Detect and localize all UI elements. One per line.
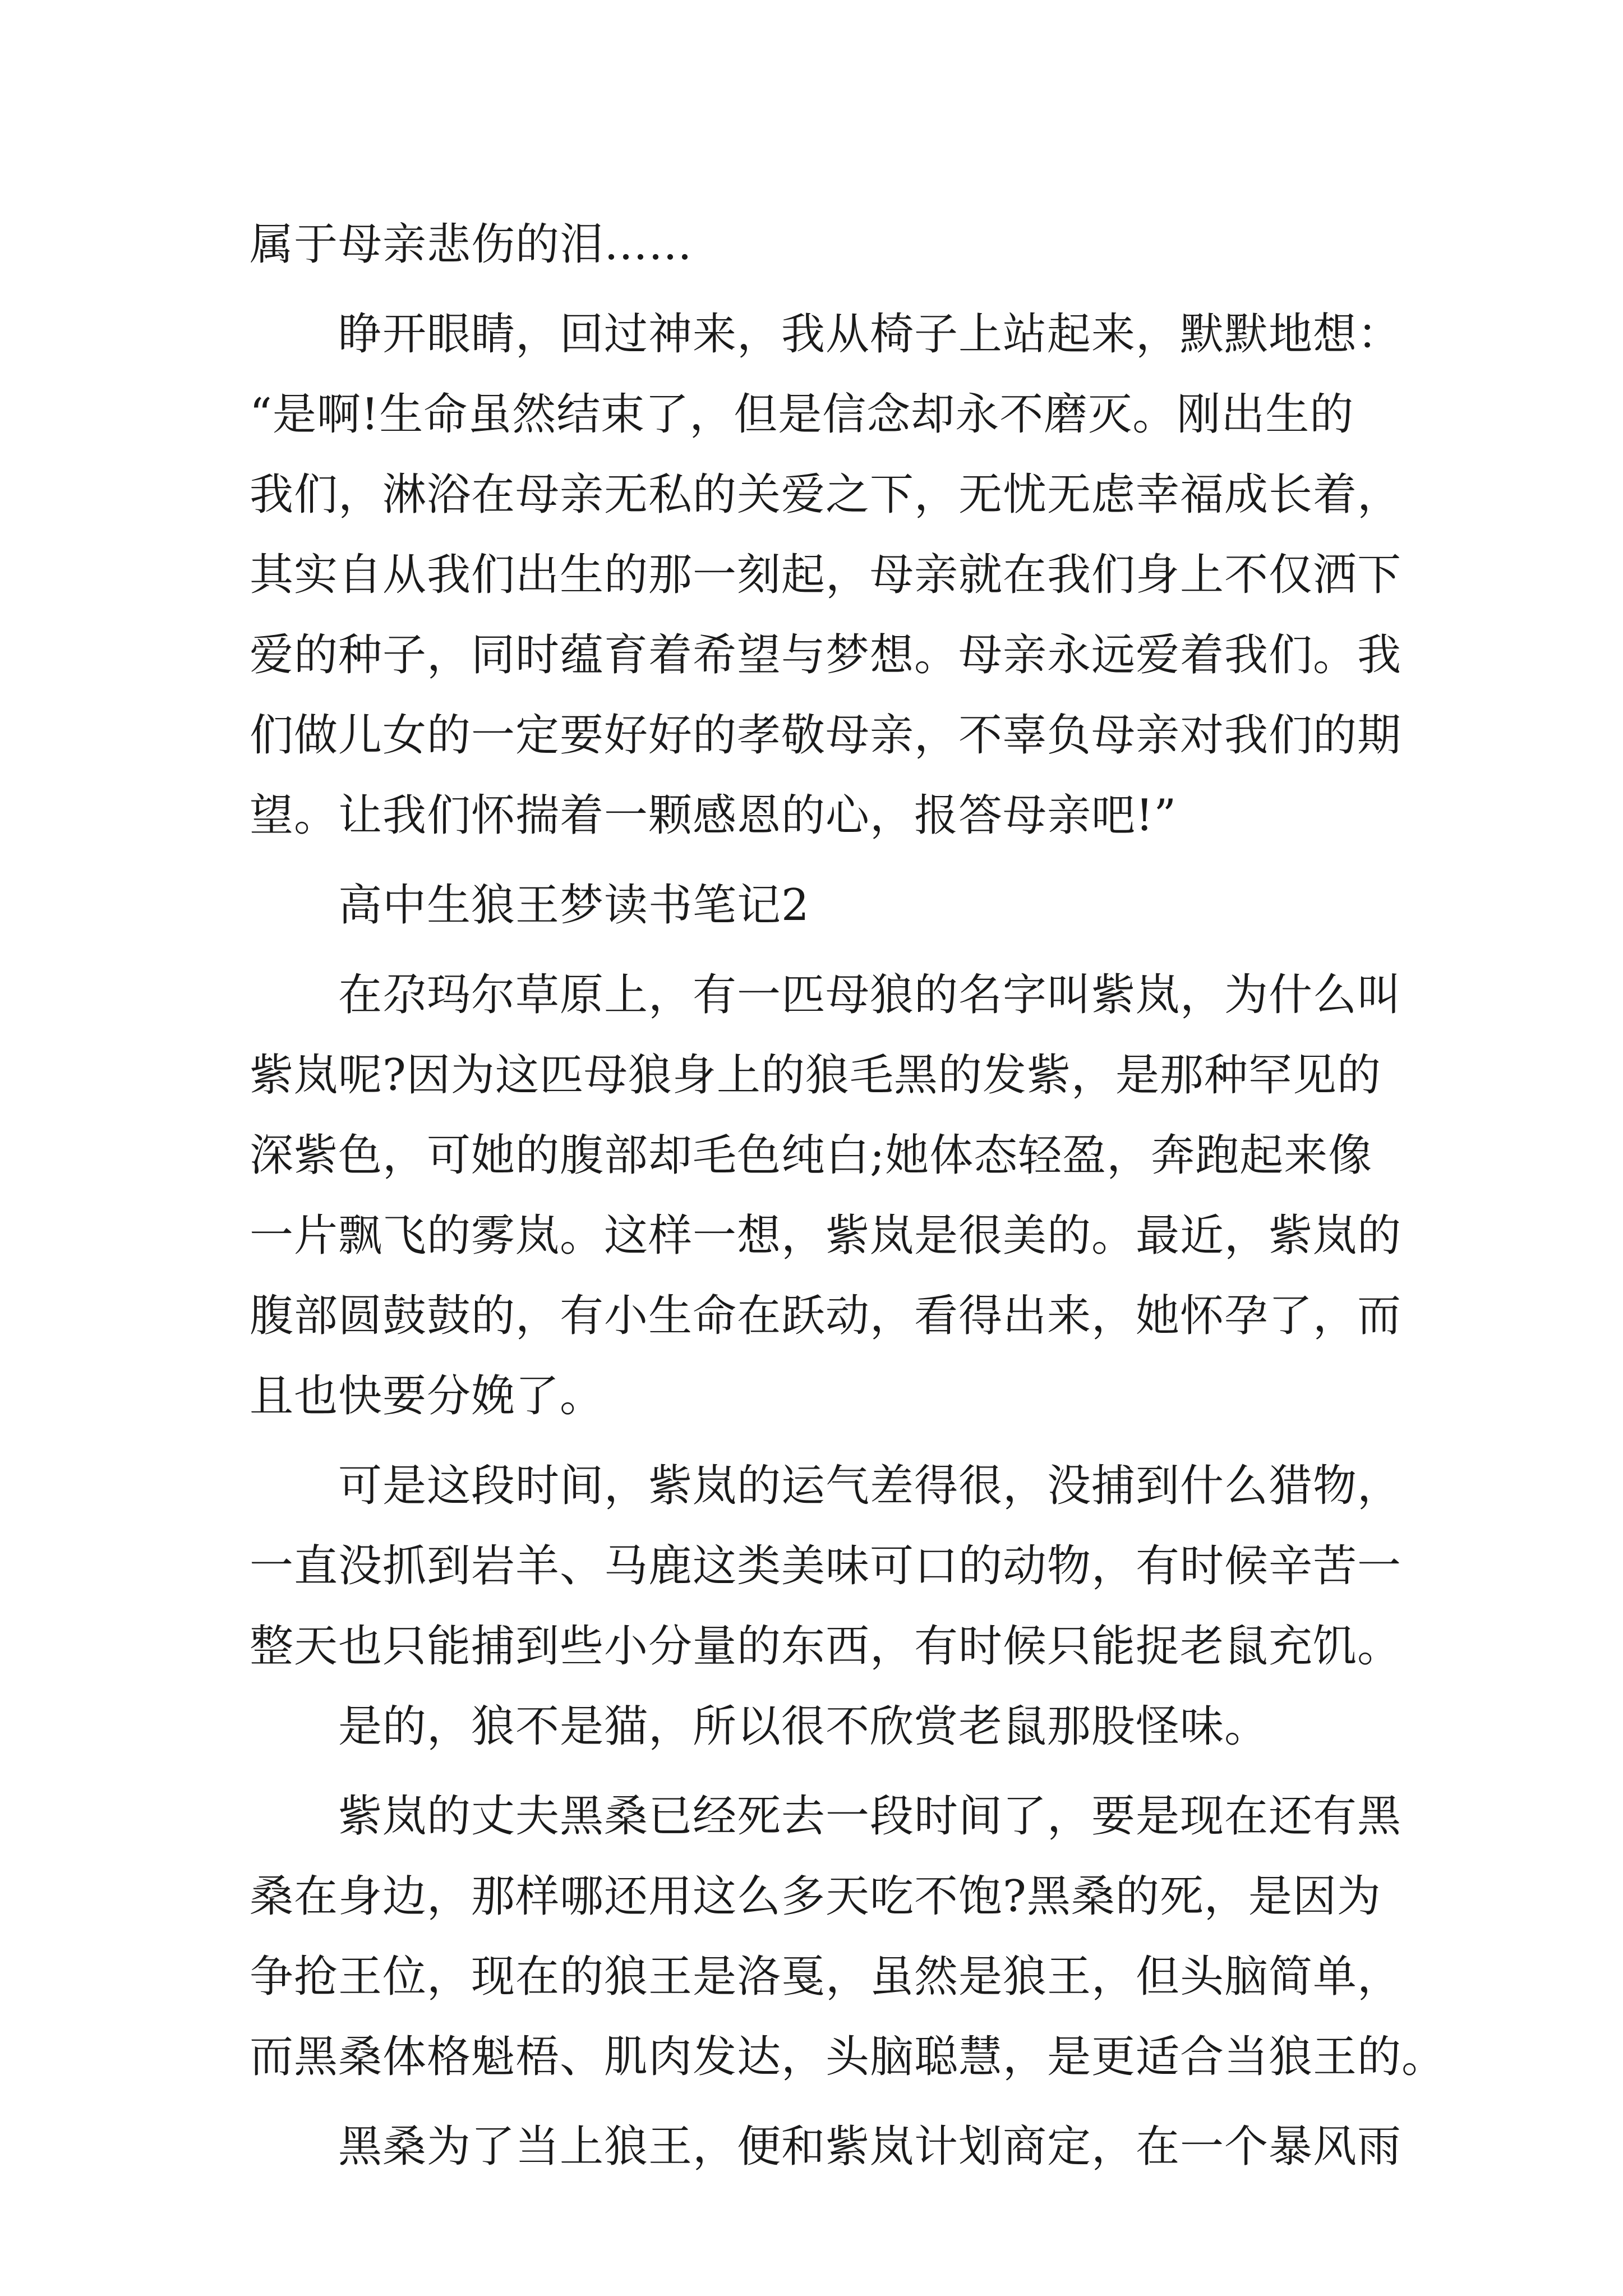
text-line: 可是这段时间，紫岚的运气差得很，没捕到什么猎物， (250, 1461, 1402, 1511)
section-heading: 高中生狼王梦读书笔记2 (250, 880, 810, 931)
text-line: 整天也只能捕到些小分量的东西，有时候只能捉老鼠充饥。 (250, 1621, 1402, 1672)
text-line: 望。让我们怀揣着一颗感恩的心，报答母亲吧!” (250, 790, 1177, 841)
text-line: 在尕玛尔草原上，有一匹母狼的名字叫紫岚，为什么叫 (250, 970, 1402, 1020)
text-line: 黑桑为了当上狼王，便和紫岚计划商定，在一个暴风雨 (250, 2122, 1402, 2172)
text-line: 睁开眼睛，回过神来，我从椅子上站起来，默默地想： (250, 309, 1402, 360)
text-line: 其实自从我们出生的那一刻起，母亲就在我们身上不仅洒下 (250, 550, 1402, 600)
text-line: 且也快要分娩了。 (250, 1371, 605, 1421)
text-line: 紫岚呢?因为这匹母狼身上的狼毛黑的发紫，是那种罕见的 (250, 1050, 1381, 1101)
text-line: 们做儿女的一定要好好的孝敬母亲，不辜负母亲对我们的期 (250, 710, 1402, 761)
paragraph-gap (250, 946, 1382, 955)
text-line: 腹部圆鼓鼓的，有小生命在跃动，看得出来，她怀孕了，而 (250, 1291, 1402, 1341)
text-line: 一直没抓到岩羊、马鹿这类美味可口的动物，有时候辛苦一 (250, 1541, 1402, 1591)
text-line: 桑在身边，那样哪还用这么多天吃不饱?黑桑的死，是因为 (250, 1871, 1381, 1922)
text-line: 爱的种子，同时蕴育着希望与梦想。母亲永远爱着我们。我 (250, 630, 1402, 680)
text-line: 是的，狼不是猫，所以很不欣赏老鼠那股怪味。 (250, 1701, 1269, 1752)
paragraph-gap (250, 1767, 1382, 1777)
text-line: 深紫色，可她的腹部却毛色纯白;她体态轻盈，奔跑起来像 (250, 1130, 1373, 1181)
paragraph-gap (250, 2097, 1382, 2107)
paragraph-gap (250, 856, 1382, 866)
text-line: “是啊!生命虽然结束了，但是信念却永不磨灭。刚出生的 (250, 389, 1354, 440)
paragraph-gap (250, 285, 1382, 295)
text-line: 我们，淋浴在母亲无私的关爱之下，无忧无虑幸福成长着， (250, 470, 1402, 520)
document-body (250, 205, 1446, 2187)
text-line: 争抢王位，现在的狼王是洛戛，虽然是狼王，但头脑简单， (250, 1952, 1402, 2002)
text-line: 紫岚的丈夫黑桑已经死去一段时间了，要是现在还有黑 (250, 1791, 1402, 1842)
text-line: 而黑桑体格魁梧、肌肉发达，头脑聪慧，是更适合当狼王的。 (250, 2032, 1446, 2082)
paragraph-gap (250, 1437, 1382, 1446)
text-line: 属于母亲悲伤的泪…… (250, 219, 693, 270)
text-line: 一片飘飞的雾岚。这样一想，紫岚是很美的。最近，紫岚的 (250, 1211, 1402, 1261)
